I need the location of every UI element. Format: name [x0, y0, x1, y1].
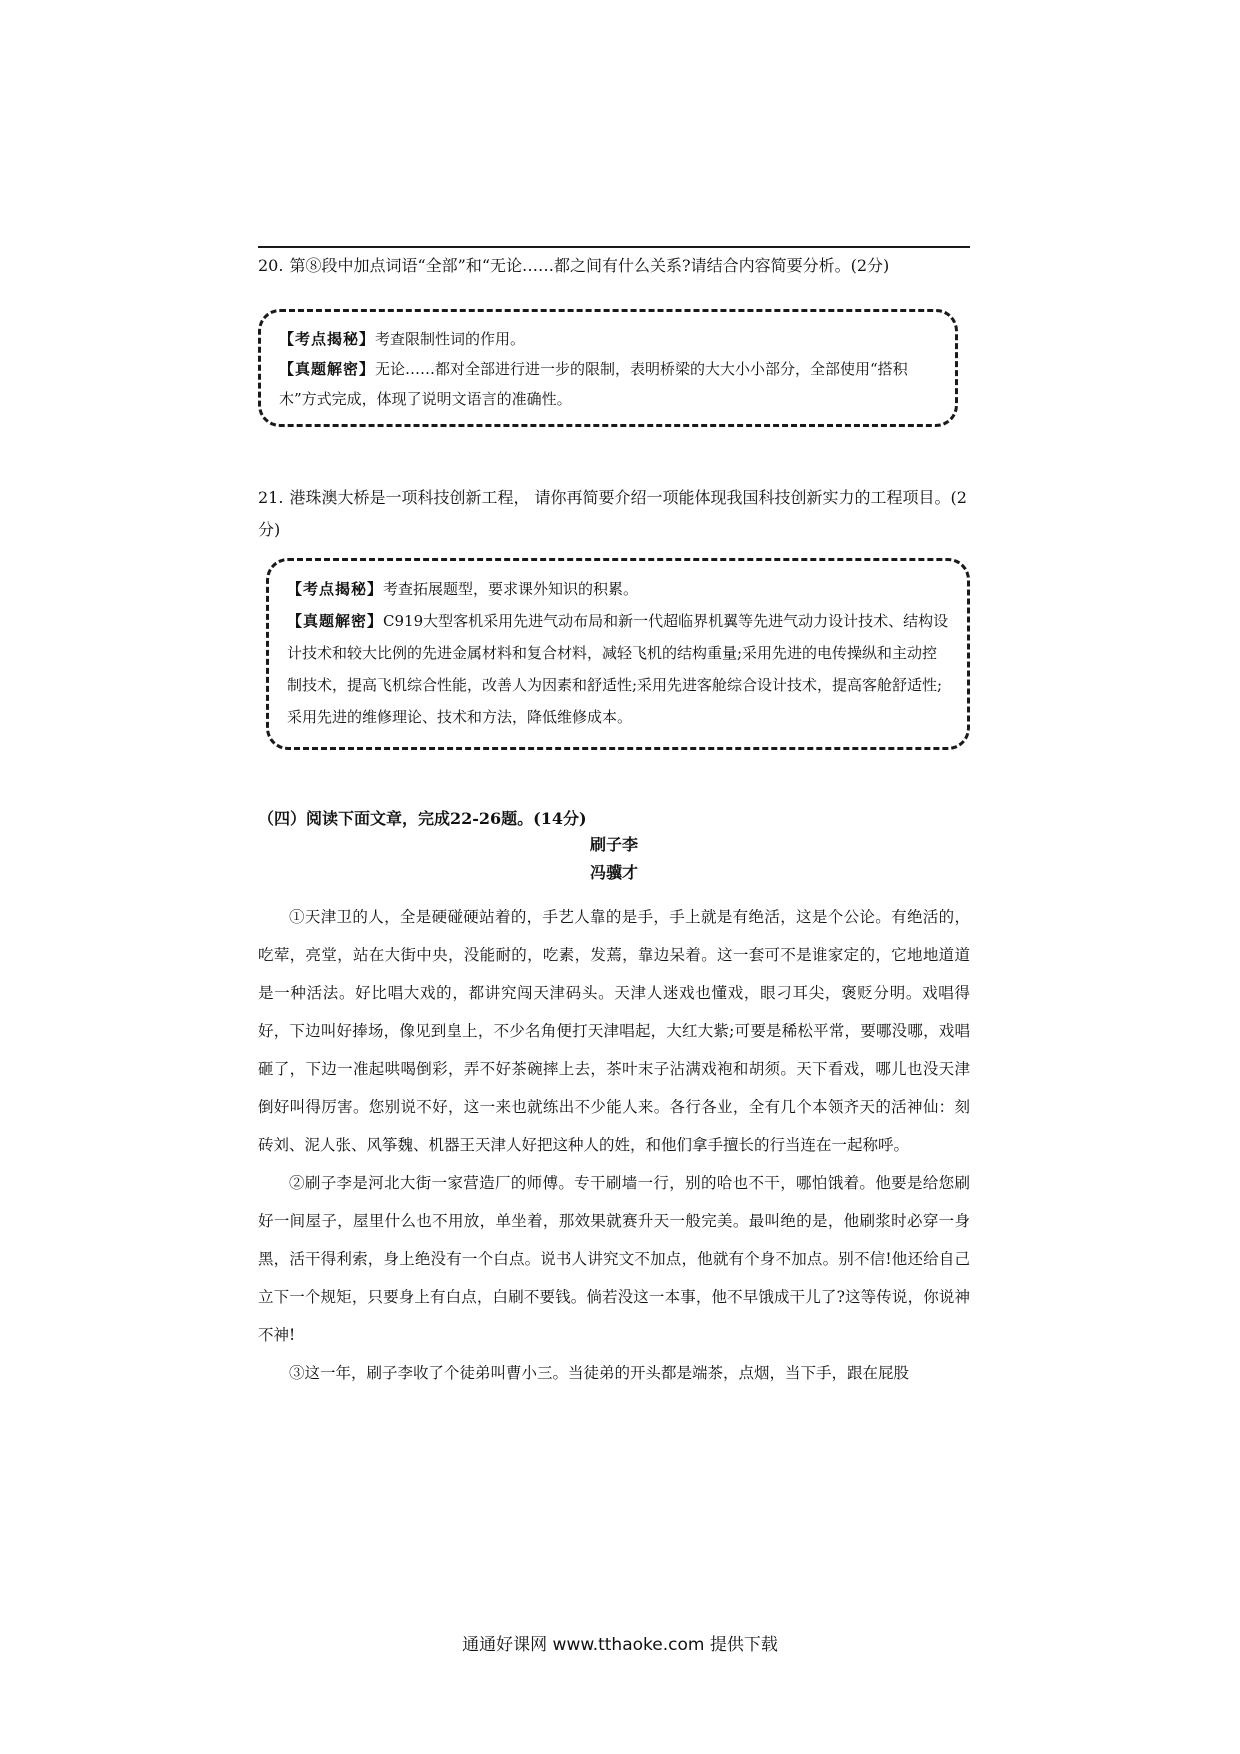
section-heading: （四）阅读下面文章，完成22-26题。(14分)	[258, 809, 587, 828]
analysis-tag: 【考点揭秘】	[279, 330, 376, 348]
analysis-text: 考查限制性词的作用。	[375, 330, 526, 348]
answer-tag: 【真题解密】	[287, 612, 384, 630]
paragraph-3: ③这一年，刷子李收了个徒弟叫曹小三。当徒弟的开头都是端茶，点烟，当下手，跟在屁股	[289, 1364, 910, 1382]
answer-tag: 【真题解密】	[279, 360, 376, 378]
analysis-tag: 【考点揭秘】	[287, 580, 384, 598]
article-author: 冯骥才	[589, 863, 638, 882]
question-21-answer	[287, 605, 949, 733]
paragraph-1: ①天津卫的人，全是硬碰硬站着的，手艺人靠的是手，手上就是有绝活，这是个公论。有绝活的，吃荤，亮堂，站在大街中央，没能耐的，吃素，发蔫，靠边呆着。这一套可不是谁家定的，它地地道道是一种活法。好比唱大戏的，都讲究闯天津码头。天津人迷戏也懂戏，眼刁耳尖，褒贬分明。戏唱得好，下边叫好捧场，像见到皇上，不少名角便打天津唱起，大红大紫;可要是稀松平常，要哪没哪，戏唱砸了，下边一准起哄喝倒彩，弄不好茶碗摔上去，茶叶末子沾满戏袍和胡须。天下看戏，哪儿也没天津倒好叫得厉害。您别说不好，这一来也就练出不少能人来。各行各业，全有几个本领齐天的活神仙：刻砖刘、泥人张、风筝魏、机器王天津人好把这种人的姓，和他们拿手擅长的行当连在一起称呼。	[258, 908, 970, 1154]
question-20-answer-box	[258, 309, 958, 427]
question-20	[258, 250, 970, 282]
top-rule	[258, 246, 970, 248]
question-21-text: 港珠澳大桥是一项科技创新工程， 请你再简要介绍一项能体现我国科技创新实力的工程项目。(2分)	[258, 488, 967, 539]
question-21-number: 21.	[258, 488, 284, 507]
question-21-analysis	[287, 573, 949, 605]
answer-text: C919大型客机采用先进气动布局和新一代超临界机翼等先进气动力设计技术、结构设计技术和较大比例的先进金属材料和复合材料，减轻飞机的结构重量;采用先进的电传操纵和主动控制技术，提高飞机综合性能，改善人为因素和舒适性;采用先进客舱综合设计技术，提高客舱舒适性;采用先进的维修理论、技术和方法，降低维修成本。	[287, 612, 949, 726]
question-21	[258, 482, 970, 546]
article-body	[258, 898, 970, 1392]
question-20-answer	[279, 354, 937, 414]
article-title: 刷子李	[589, 835, 638, 854]
answer-text: 无论……都对全部进行进一步的限制，表明桥梁的大大小小部分，全部使用“搭积木”方式完成，体现了说明文语言的准确性。	[279, 360, 908, 408]
question-21-answer-box	[266, 558, 970, 750]
question-20-analysis	[279, 324, 937, 354]
paragraph-2: ②刷子李是河北大街一家营造厂的师傅。专干刷墙一行，别的哈也不干，哪怕饿着。他要是给您刷好一间屋子，屋里什么也不用放，单坐着，那效果就赛升天一般完美。最叫绝的是，他刷浆时必穿一身黑，活干得利索，身上绝没有一个白点。说书人讲究文不加点，他就有个身不加点。别不信!他还给自己立下一个规矩，只要身上有白点，白刷不要钱。倘若没这一本事，他不早饿成干儿了?这等传说，你说神不神!	[258, 1174, 970, 1344]
footer-text: 通通好课网 www.tthaoke.com 提供下载	[462, 1635, 778, 1655]
question-20-text: 第⑧段中加点词语“全部”和“无论……都之间有什么关系?请结合内容简要分析。(2分)	[289, 256, 890, 275]
analysis-text: 考查拓展题型，要求课外知识的积累。	[383, 580, 639, 598]
question-20-number: 20.	[258, 256, 284, 275]
